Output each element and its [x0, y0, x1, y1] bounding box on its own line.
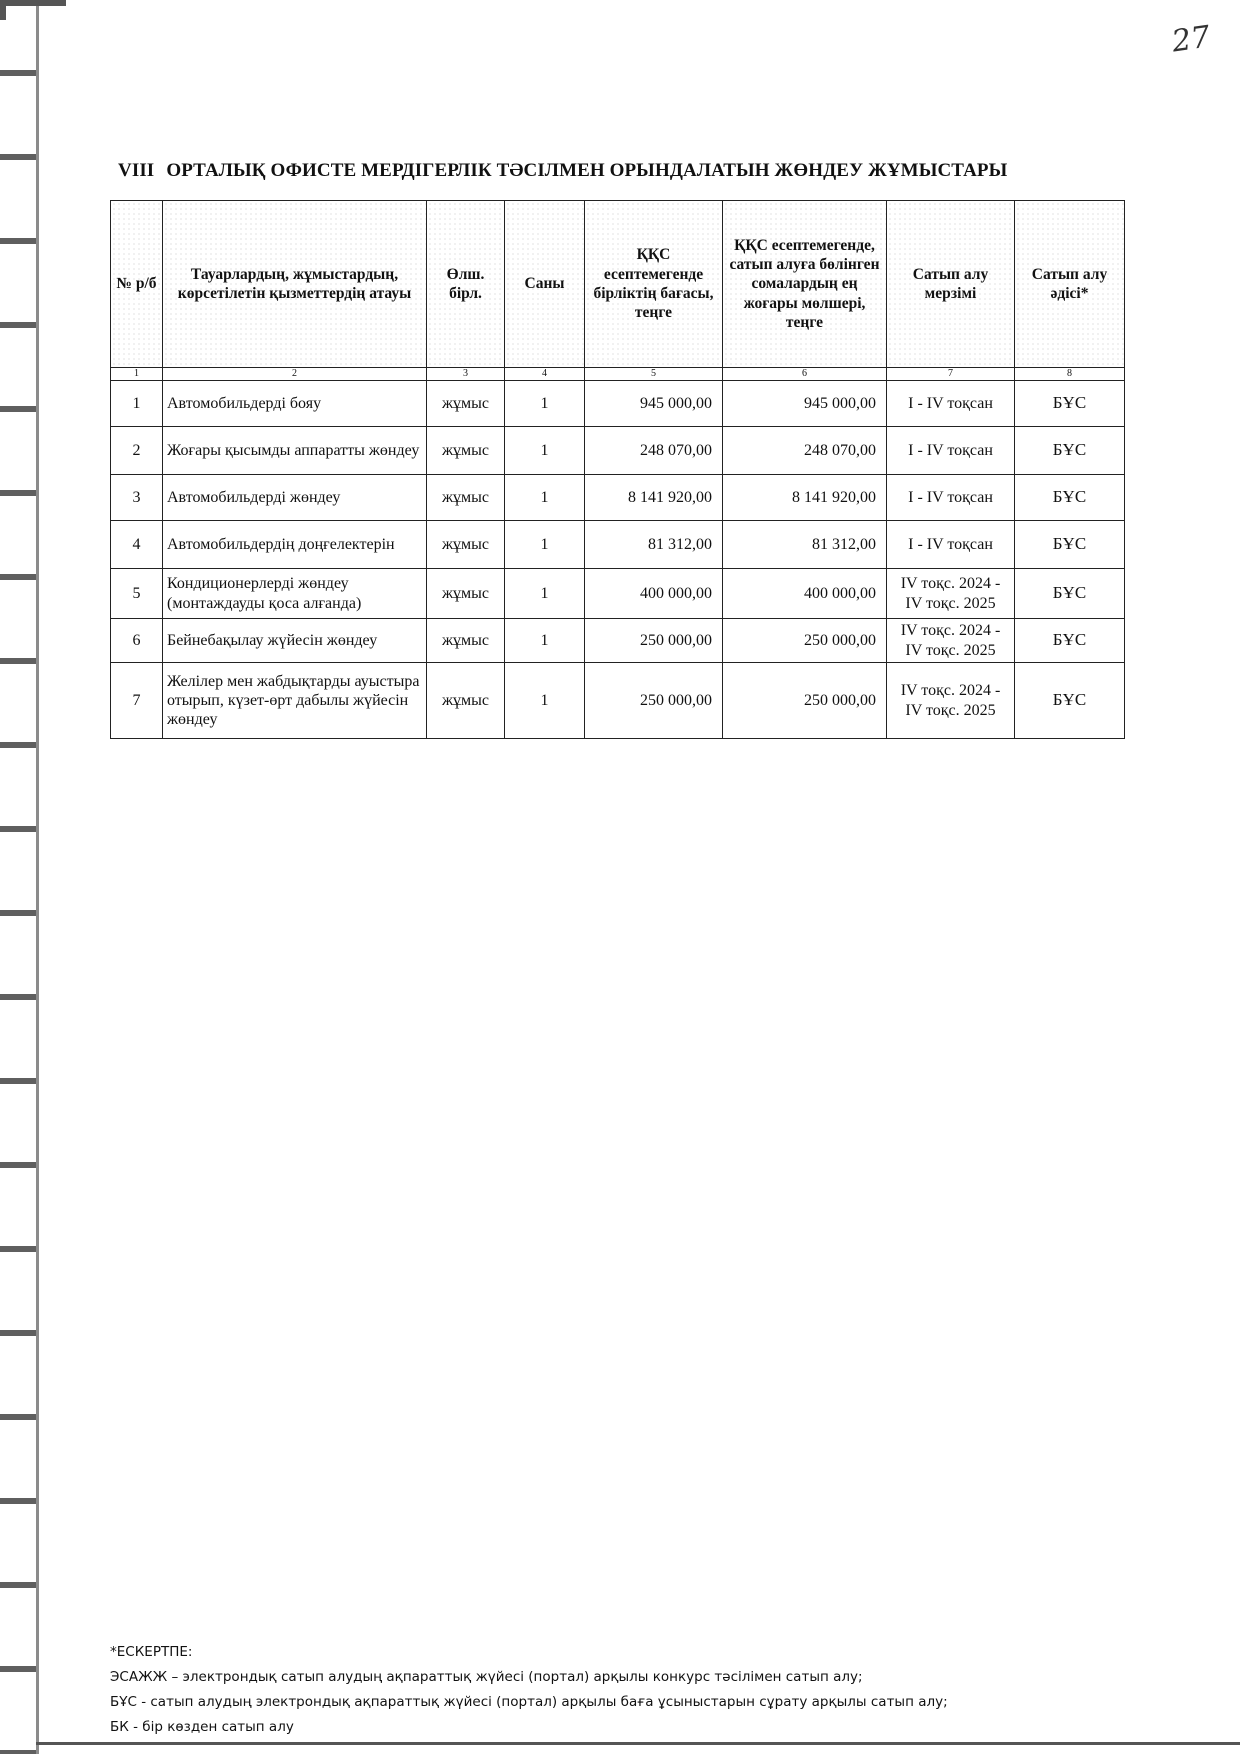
row-number: 4 [111, 521, 163, 569]
unit: жұмыс [427, 619, 505, 663]
row-number: 5 [111, 569, 163, 619]
page-bottom-border [36, 1742, 1240, 1745]
column-number: 1 [111, 368, 163, 381]
procurement-method: БҰС [1015, 381, 1125, 427]
procurement-period: I - IV тоқсан [887, 381, 1015, 427]
total-amount: 248 070,00 [723, 427, 887, 475]
procurement-period: I - IV тоқсан [887, 475, 1015, 521]
procurement-method: БҰС [1015, 569, 1125, 619]
item-name: Автомобильдерді бояу [163, 381, 427, 427]
item-name: Автомобильдерді жөндеу [163, 475, 427, 521]
header-cell: ҚҚС есептемегенде бірліктің бағасы, теңге [585, 201, 723, 368]
column-number: 8 [1015, 368, 1125, 381]
quantity: 1 [505, 619, 585, 663]
table-header-row [111, 201, 1125, 368]
procurement-period: IV тоқс. 2024 - IV тоқс. 2025 [887, 569, 1015, 619]
header-cell: Сатып алу әдісі* [1015, 201, 1125, 368]
unit: жұмыс [427, 381, 505, 427]
footnote-line: ЭСАЖЖ – электрондық сатып алудың ақпараттық жүйесі (портал) арқылы конкурс тәсілімен сатып алу; [110, 1669, 863, 1685]
procurement-period: IV тоқс. 2024 - IV тоқс. 2025 [887, 663, 1015, 739]
item-name: Бейнебақылау жүйесін жөндеу [163, 619, 427, 663]
table-row [111, 619, 1125, 663]
header-cell: ҚҚС есептемегенде, сатып алуға бөлінген сомалардың ең жоғары мөлшері, теңге [723, 201, 887, 368]
footnote [110, 1640, 948, 1740]
unit-price: 945 000,00 [585, 381, 723, 427]
footnote-heading: *ЕСКЕРТПЕ: [110, 1644, 193, 1660]
total-amount: 250 000,00 [723, 663, 887, 739]
quantity: 1 [505, 381, 585, 427]
total-amount: 8 141 920,00 [723, 475, 887, 521]
section-number: VIII [118, 160, 155, 181]
row-number: 2 [111, 427, 163, 475]
procurement-period: I - IV тоқсан [887, 427, 1015, 475]
item-name: Автомобильдердің доңғелектерін [163, 521, 427, 569]
item-name: Желілер мен жабдықтарды ауыстыра отырып, күзет-өрт дабылы жүйесін жөндеу [163, 663, 427, 739]
binding-corner [0, 0, 66, 20]
procurement-method: БҰС [1015, 475, 1125, 521]
procurement-method: БҰС [1015, 427, 1125, 475]
section-title-text: ОРТАЛЫҚ ОФИСТЕ МЕРДІГЕРЛІК ТӘСІЛМЕН ОРЫНДАЛАТЫН ЖӨНДЕУ ЖҰМЫСТАРЫ [166, 160, 1008, 181]
table-row [111, 475, 1125, 521]
table-row [111, 569, 1125, 619]
row-number: 3 [111, 475, 163, 521]
unit-price: 248 070,00 [585, 427, 723, 475]
total-amount: 945 000,00 [723, 381, 887, 427]
footnote-line: БК - бір көзден сатып алу [110, 1719, 294, 1735]
column-number: 2 [163, 368, 427, 381]
unit-price: 250 000,00 [585, 663, 723, 739]
table-row [111, 427, 1125, 475]
total-amount: 250 000,00 [723, 619, 887, 663]
column-number: 7 [887, 368, 1015, 381]
column-number: 5 [585, 368, 723, 381]
column-number: 3 [427, 368, 505, 381]
row-number: 1 [111, 381, 163, 427]
procurement-method: БҰС [1015, 663, 1125, 739]
quantity: 1 [505, 427, 585, 475]
quantity: 1 [505, 663, 585, 739]
total-amount: 81 312,00 [723, 521, 887, 569]
section-title [118, 160, 1007, 182]
table-row [111, 663, 1125, 739]
footnote-line: БҰС - сатып алудың электрондық ақпараттық жүйесі (портал) арқылы баға ұсыныстарын сұрату арқылы сатып алу; [110, 1694, 948, 1710]
total-amount: 400 000,00 [723, 569, 887, 619]
column-number-row [111, 368, 1125, 381]
procurement-table [110, 200, 1125, 739]
procurement-method: БҰС [1015, 619, 1125, 663]
unit: жұмыс [427, 663, 505, 739]
unit-price: 8 141 920,00 [585, 475, 723, 521]
row-number: 7 [111, 663, 163, 739]
header-cell: Өлш. бірл. [427, 201, 505, 368]
column-number: 4 [505, 368, 585, 381]
unit: жұмыс [427, 427, 505, 475]
header-cell: № р/б [111, 201, 163, 368]
column-number: 6 [723, 368, 887, 381]
header-cell: Саны [505, 201, 585, 368]
binding-edge [0, 0, 39, 1754]
unit-price: 81 312,00 [585, 521, 723, 569]
unit: жұмыс [427, 475, 505, 521]
unit: жұмыс [427, 521, 505, 569]
table-row [111, 381, 1125, 427]
procurement-period: I - IV тоқсан [887, 521, 1015, 569]
item-name: Кондиционерлерді жөндеу (монтаждауды қоса алғанда) [163, 569, 427, 619]
procurement-method: БҰС [1015, 521, 1125, 569]
table-row [111, 521, 1125, 569]
header-cell: Тауарлардың, жұмыстардың, көрсетілетін қызметтердің атауы [163, 201, 427, 368]
unit: жұмыс [427, 569, 505, 619]
header-cell: Сатып алу мерзімі [887, 201, 1015, 368]
procurement-period: IV тоқс. 2024 - IV тоқс. 2025 [887, 619, 1015, 663]
page-number: 27 [1169, 19, 1213, 60]
quantity: 1 [505, 569, 585, 619]
unit-price: 400 000,00 [585, 569, 723, 619]
quantity: 1 [505, 475, 585, 521]
item-name: Жоғары қысымды аппаратты жөндеу [163, 427, 427, 475]
unit-price: 250 000,00 [585, 619, 723, 663]
quantity: 1 [505, 521, 585, 569]
row-number: 6 [111, 619, 163, 663]
